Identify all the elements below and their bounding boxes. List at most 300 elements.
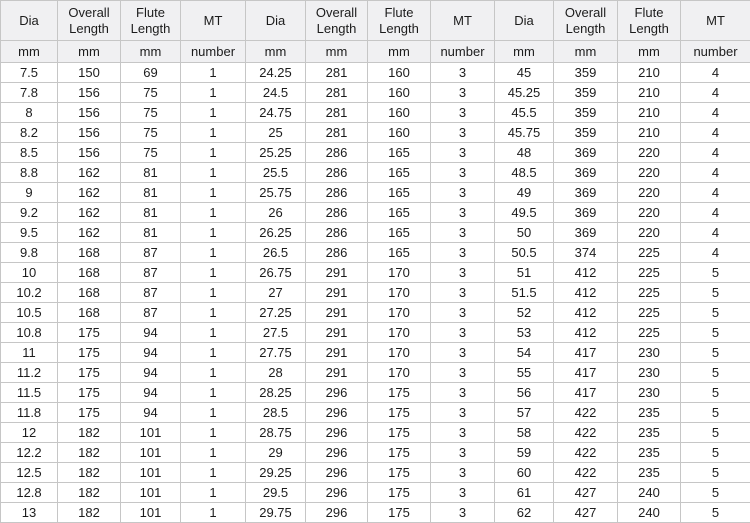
cell-4-4: 25.25: [246, 143, 306, 163]
cell-7-3: 1: [181, 203, 246, 223]
table-header: [1, 1, 750, 63]
table-row-5: [1, 163, 750, 183]
cell-4-2: 75: [121, 143, 181, 163]
cell-8-7: 3: [431, 223, 495, 243]
cell-20-10: 235: [618, 463, 681, 483]
cell-10-2: 87: [121, 263, 181, 283]
cell-6-10: 220: [618, 183, 681, 203]
table-row-10: [1, 263, 750, 283]
cell-11-4: 27: [246, 283, 306, 303]
cell-16-1: 175: [58, 383, 121, 403]
cell-20-9: 422: [554, 463, 618, 483]
cell-12-1: 168: [58, 303, 121, 323]
cell-4-8: 48: [495, 143, 554, 163]
cell-10-11: 5: [681, 263, 750, 283]
header-cell-3: MT: [181, 1, 246, 41]
cell-7-9: 369: [554, 203, 618, 223]
table-row-6: [1, 183, 750, 203]
cell-21-2: 101: [121, 483, 181, 503]
cell-14-11: 5: [681, 343, 750, 363]
cell-7-11: 4: [681, 203, 750, 223]
cell-2-0: 8: [1, 103, 58, 123]
cell-19-8: 59: [495, 443, 554, 463]
header-cell-10: Flute Length: [618, 1, 681, 41]
cell-2-7: 3: [431, 103, 495, 123]
cell-7-8: 49.5: [495, 203, 554, 223]
cell-18-7: 3: [431, 423, 495, 443]
cell-16-9: 417: [554, 383, 618, 403]
cell-21-3: 1: [181, 483, 246, 503]
cell-22-9: 427: [554, 503, 618, 523]
cell-21-0: 12.8: [1, 483, 58, 503]
cell-4-6: 165: [368, 143, 431, 163]
cell-17-5: 296: [306, 403, 368, 423]
cell-7-6: 165: [368, 203, 431, 223]
table-row-7: [1, 203, 750, 223]
cell-18-9: 422: [554, 423, 618, 443]
cell-17-1: 175: [58, 403, 121, 423]
cell-10-0: 10: [1, 263, 58, 283]
cell-9-9: 374: [554, 243, 618, 263]
cell-22-8: 62: [495, 503, 554, 523]
header-label-row: [1, 1, 750, 41]
cell-21-7: 3: [431, 483, 495, 503]
cell-21-11: 5: [681, 483, 750, 503]
cell-2-6: 160: [368, 103, 431, 123]
cell-18-4: 28.75: [246, 423, 306, 443]
cell-11-7: 3: [431, 283, 495, 303]
cell-15-6: 170: [368, 363, 431, 383]
cell-14-2: 94: [121, 343, 181, 363]
cell-6-11: 4: [681, 183, 750, 203]
unit-cell-1: mm: [58, 41, 121, 63]
cell-13-1: 175: [58, 323, 121, 343]
cell-22-0: 13: [1, 503, 58, 523]
unit-cell-2: mm: [121, 41, 181, 63]
cell-3-2: 75: [121, 123, 181, 143]
cell-0-4: 24.25: [246, 63, 306, 83]
cell-4-7: 3: [431, 143, 495, 163]
cell-15-3: 1: [181, 363, 246, 383]
cell-7-0: 9.2: [1, 203, 58, 223]
cell-14-0: 11: [1, 343, 58, 363]
cell-8-10: 220: [618, 223, 681, 243]
cell-0-10: 210: [618, 63, 681, 83]
cell-13-7: 3: [431, 323, 495, 343]
cell-3-4: 25: [246, 123, 306, 143]
cell-1-7: 3: [431, 83, 495, 103]
cell-9-1: 168: [58, 243, 121, 263]
cell-8-0: 9.5: [1, 223, 58, 243]
cell-0-3: 1: [181, 63, 246, 83]
cell-5-8: 48.5: [495, 163, 554, 183]
cell-1-5: 281: [306, 83, 368, 103]
cell-0-6: 160: [368, 63, 431, 83]
table-row-15: [1, 363, 750, 383]
cell-6-6: 165: [368, 183, 431, 203]
cell-12-0: 10.5: [1, 303, 58, 323]
cell-5-9: 369: [554, 163, 618, 183]
cell-4-0: 8.5: [1, 143, 58, 163]
cell-1-6: 160: [368, 83, 431, 103]
table-row-1: [1, 83, 750, 103]
cell-13-5: 291: [306, 323, 368, 343]
cell-5-4: 25.5: [246, 163, 306, 183]
cell-5-0: 8.8: [1, 163, 58, 183]
cell-6-8: 49: [495, 183, 554, 203]
cell-18-1: 182: [58, 423, 121, 443]
table-row-2: [1, 103, 750, 123]
cell-19-0: 12.2: [1, 443, 58, 463]
cell-2-5: 281: [306, 103, 368, 123]
cell-9-10: 225: [618, 243, 681, 263]
cell-10-6: 170: [368, 263, 431, 283]
cell-2-11: 4: [681, 103, 750, 123]
cell-16-6: 175: [368, 383, 431, 403]
cell-19-4: 29: [246, 443, 306, 463]
unit-cell-11: number: [681, 41, 750, 63]
cell-22-3: 1: [181, 503, 246, 523]
cell-14-3: 1: [181, 343, 246, 363]
cell-8-11: 4: [681, 223, 750, 243]
cell-19-2: 101: [121, 443, 181, 463]
cell-15-1: 175: [58, 363, 121, 383]
cell-0-8: 45: [495, 63, 554, 83]
cell-19-7: 3: [431, 443, 495, 463]
cell-11-5: 291: [306, 283, 368, 303]
header-cell-11: MT: [681, 1, 750, 41]
table-body: [1, 63, 750, 523]
cell-1-3: 1: [181, 83, 246, 103]
cell-17-7: 3: [431, 403, 495, 423]
cell-14-8: 54: [495, 343, 554, 363]
cell-18-11: 5: [681, 423, 750, 443]
cell-18-8: 58: [495, 423, 554, 443]
cell-0-5: 281: [306, 63, 368, 83]
cell-3-8: 45.75: [495, 123, 554, 143]
cell-6-7: 3: [431, 183, 495, 203]
cell-17-9: 422: [554, 403, 618, 423]
cell-13-11: 5: [681, 323, 750, 343]
cell-20-4: 29.25: [246, 463, 306, 483]
cell-10-1: 168: [58, 263, 121, 283]
cell-14-7: 3: [431, 343, 495, 363]
table-row-16: [1, 383, 750, 403]
unit-cell-6: mm: [368, 41, 431, 63]
cell-18-5: 296: [306, 423, 368, 443]
cell-8-3: 1: [181, 223, 246, 243]
cell-22-11: 5: [681, 503, 750, 523]
cell-1-8: 45.25: [495, 83, 554, 103]
cell-12-5: 291: [306, 303, 368, 323]
cell-16-3: 1: [181, 383, 246, 403]
table-row-9: [1, 243, 750, 263]
cell-9-7: 3: [431, 243, 495, 263]
cell-9-3: 1: [181, 243, 246, 263]
cell-12-8: 52: [495, 303, 554, 323]
cell-15-4: 28: [246, 363, 306, 383]
table-row-3: [1, 123, 750, 143]
table-row-17: [1, 403, 750, 423]
cell-20-8: 60: [495, 463, 554, 483]
cell-0-2: 69: [121, 63, 181, 83]
cell-8-9: 369: [554, 223, 618, 243]
cell-10-7: 3: [431, 263, 495, 283]
cell-19-5: 296: [306, 443, 368, 463]
cell-2-3: 1: [181, 103, 246, 123]
cell-11-0: 10.2: [1, 283, 58, 303]
cell-9-0: 9.8: [1, 243, 58, 263]
cell-12-11: 5: [681, 303, 750, 323]
table-row-19: [1, 443, 750, 463]
cell-4-1: 156: [58, 143, 121, 163]
cell-3-1: 156: [58, 123, 121, 143]
cell-21-4: 29.5: [246, 483, 306, 503]
cell-16-10: 230: [618, 383, 681, 403]
unit-cell-0: mm: [1, 41, 58, 63]
cell-11-6: 170: [368, 283, 431, 303]
cell-16-5: 296: [306, 383, 368, 403]
cell-10-3: 1: [181, 263, 246, 283]
cell-7-4: 26: [246, 203, 306, 223]
header-cell-1: Overall Length: [58, 1, 121, 41]
cell-4-5: 286: [306, 143, 368, 163]
cell-18-10: 235: [618, 423, 681, 443]
cell-11-8: 51.5: [495, 283, 554, 303]
cell-13-6: 170: [368, 323, 431, 343]
cell-5-3: 1: [181, 163, 246, 183]
cell-17-10: 235: [618, 403, 681, 423]
cell-6-0: 9: [1, 183, 58, 203]
cell-1-10: 210: [618, 83, 681, 103]
cell-22-6: 175: [368, 503, 431, 523]
cell-3-3: 1: [181, 123, 246, 143]
cell-3-11: 4: [681, 123, 750, 143]
table-row-21: [1, 483, 750, 503]
cell-15-5: 291: [306, 363, 368, 383]
cell-11-2: 87: [121, 283, 181, 303]
header-cell-4: Dia: [246, 1, 306, 41]
unit-cell-10: mm: [618, 41, 681, 63]
cell-16-4: 28.25: [246, 383, 306, 403]
cell-1-9: 359: [554, 83, 618, 103]
cell-2-1: 156: [58, 103, 121, 123]
unit-cell-9: mm: [554, 41, 618, 63]
table-row-0: [1, 63, 750, 83]
cell-17-3: 1: [181, 403, 246, 423]
cell-8-1: 162: [58, 223, 121, 243]
cell-8-4: 26.25: [246, 223, 306, 243]
cell-9-6: 165: [368, 243, 431, 263]
cell-4-11: 4: [681, 143, 750, 163]
cell-15-0: 11.2: [1, 363, 58, 383]
cell-20-1: 182: [58, 463, 121, 483]
cell-8-6: 165: [368, 223, 431, 243]
cell-16-11: 5: [681, 383, 750, 403]
cell-1-0: 7.8: [1, 83, 58, 103]
header-units-row: [1, 41, 750, 63]
cell-22-2: 101: [121, 503, 181, 523]
cell-7-1: 162: [58, 203, 121, 223]
cell-0-0: 7.5: [1, 63, 58, 83]
cell-17-8: 57: [495, 403, 554, 423]
cell-5-10: 220: [618, 163, 681, 183]
cell-11-10: 225: [618, 283, 681, 303]
cell-9-4: 26.5: [246, 243, 306, 263]
cell-9-11: 4: [681, 243, 750, 263]
cell-13-10: 225: [618, 323, 681, 343]
cell-13-4: 27.5: [246, 323, 306, 343]
cell-18-6: 175: [368, 423, 431, 443]
cell-3-6: 160: [368, 123, 431, 143]
cell-6-2: 81: [121, 183, 181, 203]
table-row-14: [1, 343, 750, 363]
cell-5-5: 286: [306, 163, 368, 183]
cell-14-4: 27.75: [246, 343, 306, 363]
cell-13-2: 94: [121, 323, 181, 343]
cell-4-3: 1: [181, 143, 246, 163]
cell-20-2: 101: [121, 463, 181, 483]
cell-4-9: 369: [554, 143, 618, 163]
cell-15-2: 94: [121, 363, 181, 383]
cell-6-5: 286: [306, 183, 368, 203]
cell-2-2: 75: [121, 103, 181, 123]
cell-12-7: 3: [431, 303, 495, 323]
table-row-8: [1, 223, 750, 243]
cell-8-8: 50: [495, 223, 554, 243]
cell-11-3: 1: [181, 283, 246, 303]
cell-11-1: 168: [58, 283, 121, 303]
cell-18-0: 12: [1, 423, 58, 443]
cell-12-3: 1: [181, 303, 246, 323]
cell-22-7: 3: [431, 503, 495, 523]
cell-5-1: 162: [58, 163, 121, 183]
table-row-13: [1, 323, 750, 343]
cell-2-8: 45.5: [495, 103, 554, 123]
cell-17-6: 175: [368, 403, 431, 423]
cell-21-5: 296: [306, 483, 368, 503]
cell-5-7: 3: [431, 163, 495, 183]
cell-9-2: 87: [121, 243, 181, 263]
cell-21-1: 182: [58, 483, 121, 503]
cell-17-0: 11.8: [1, 403, 58, 423]
cell-8-5: 286: [306, 223, 368, 243]
cell-17-11: 5: [681, 403, 750, 423]
cell-14-6: 170: [368, 343, 431, 363]
cell-5-6: 165: [368, 163, 431, 183]
cell-19-1: 182: [58, 443, 121, 463]
cell-15-9: 417: [554, 363, 618, 383]
cell-9-5: 286: [306, 243, 368, 263]
cell-16-7: 3: [431, 383, 495, 403]
cell-5-11: 4: [681, 163, 750, 183]
cell-11-11: 5: [681, 283, 750, 303]
cell-0-1: 150: [58, 63, 121, 83]
cell-12-10: 225: [618, 303, 681, 323]
cell-10-4: 26.75: [246, 263, 306, 283]
cell-1-2: 75: [121, 83, 181, 103]
cell-10-8: 51: [495, 263, 554, 283]
cell-18-2: 101: [121, 423, 181, 443]
cell-20-0: 12.5: [1, 463, 58, 483]
cell-12-4: 27.25: [246, 303, 306, 323]
cell-7-2: 81: [121, 203, 181, 223]
header-cell-0: Dia: [1, 1, 58, 41]
cell-13-8: 53: [495, 323, 554, 343]
cell-12-6: 170: [368, 303, 431, 323]
cell-21-6: 175: [368, 483, 431, 503]
cell-13-9: 412: [554, 323, 618, 343]
cell-1-1: 156: [58, 83, 121, 103]
cell-17-2: 94: [121, 403, 181, 423]
cell-0-9: 359: [554, 63, 618, 83]
cell-16-0: 11.5: [1, 383, 58, 403]
cell-7-10: 220: [618, 203, 681, 223]
header-cell-5: Overall Length: [306, 1, 368, 41]
unit-cell-8: mm: [495, 41, 554, 63]
cell-20-3: 1: [181, 463, 246, 483]
header-cell-7: MT: [431, 1, 495, 41]
cell-18-3: 1: [181, 423, 246, 443]
cell-2-4: 24.75: [246, 103, 306, 123]
cell-6-3: 1: [181, 183, 246, 203]
cell-12-9: 412: [554, 303, 618, 323]
cell-14-9: 417: [554, 343, 618, 363]
cell-15-7: 3: [431, 363, 495, 383]
cell-6-9: 369: [554, 183, 618, 203]
unit-cell-5: mm: [306, 41, 368, 63]
cell-1-11: 4: [681, 83, 750, 103]
cell-19-3: 1: [181, 443, 246, 463]
cell-22-5: 296: [306, 503, 368, 523]
cell-22-1: 182: [58, 503, 121, 523]
cell-22-4: 29.75: [246, 503, 306, 523]
cell-3-7: 3: [431, 123, 495, 143]
header-cell-2: Flute Length: [121, 1, 181, 41]
cell-20-11: 5: [681, 463, 750, 483]
cell-5-2: 81: [121, 163, 181, 183]
cell-3-10: 210: [618, 123, 681, 143]
cell-9-8: 50.5: [495, 243, 554, 263]
cell-6-4: 25.75: [246, 183, 306, 203]
cell-22-10: 240: [618, 503, 681, 523]
cell-13-0: 10.8: [1, 323, 58, 343]
cell-10-5: 291: [306, 263, 368, 283]
table-row-20: [1, 463, 750, 483]
cell-20-5: 296: [306, 463, 368, 483]
cell-7-7: 3: [431, 203, 495, 223]
cell-14-5: 291: [306, 343, 368, 363]
cell-7-5: 286: [306, 203, 368, 223]
cell-21-9: 427: [554, 483, 618, 503]
cell-12-2: 87: [121, 303, 181, 323]
cell-20-6: 175: [368, 463, 431, 483]
cell-1-4: 24.5: [246, 83, 306, 103]
cell-15-10: 230: [618, 363, 681, 383]
cell-0-11: 4: [681, 63, 750, 83]
cell-21-8: 61: [495, 483, 554, 503]
table-row-18: [1, 423, 750, 443]
cell-19-10: 235: [618, 443, 681, 463]
cell-10-10: 225: [618, 263, 681, 283]
cell-6-1: 162: [58, 183, 121, 203]
cell-21-10: 240: [618, 483, 681, 503]
cell-8-2: 81: [121, 223, 181, 243]
header-cell-6: Flute Length: [368, 1, 431, 41]
unit-cell-3: number: [181, 41, 246, 63]
table-row-11: [1, 283, 750, 303]
cell-15-11: 5: [681, 363, 750, 383]
